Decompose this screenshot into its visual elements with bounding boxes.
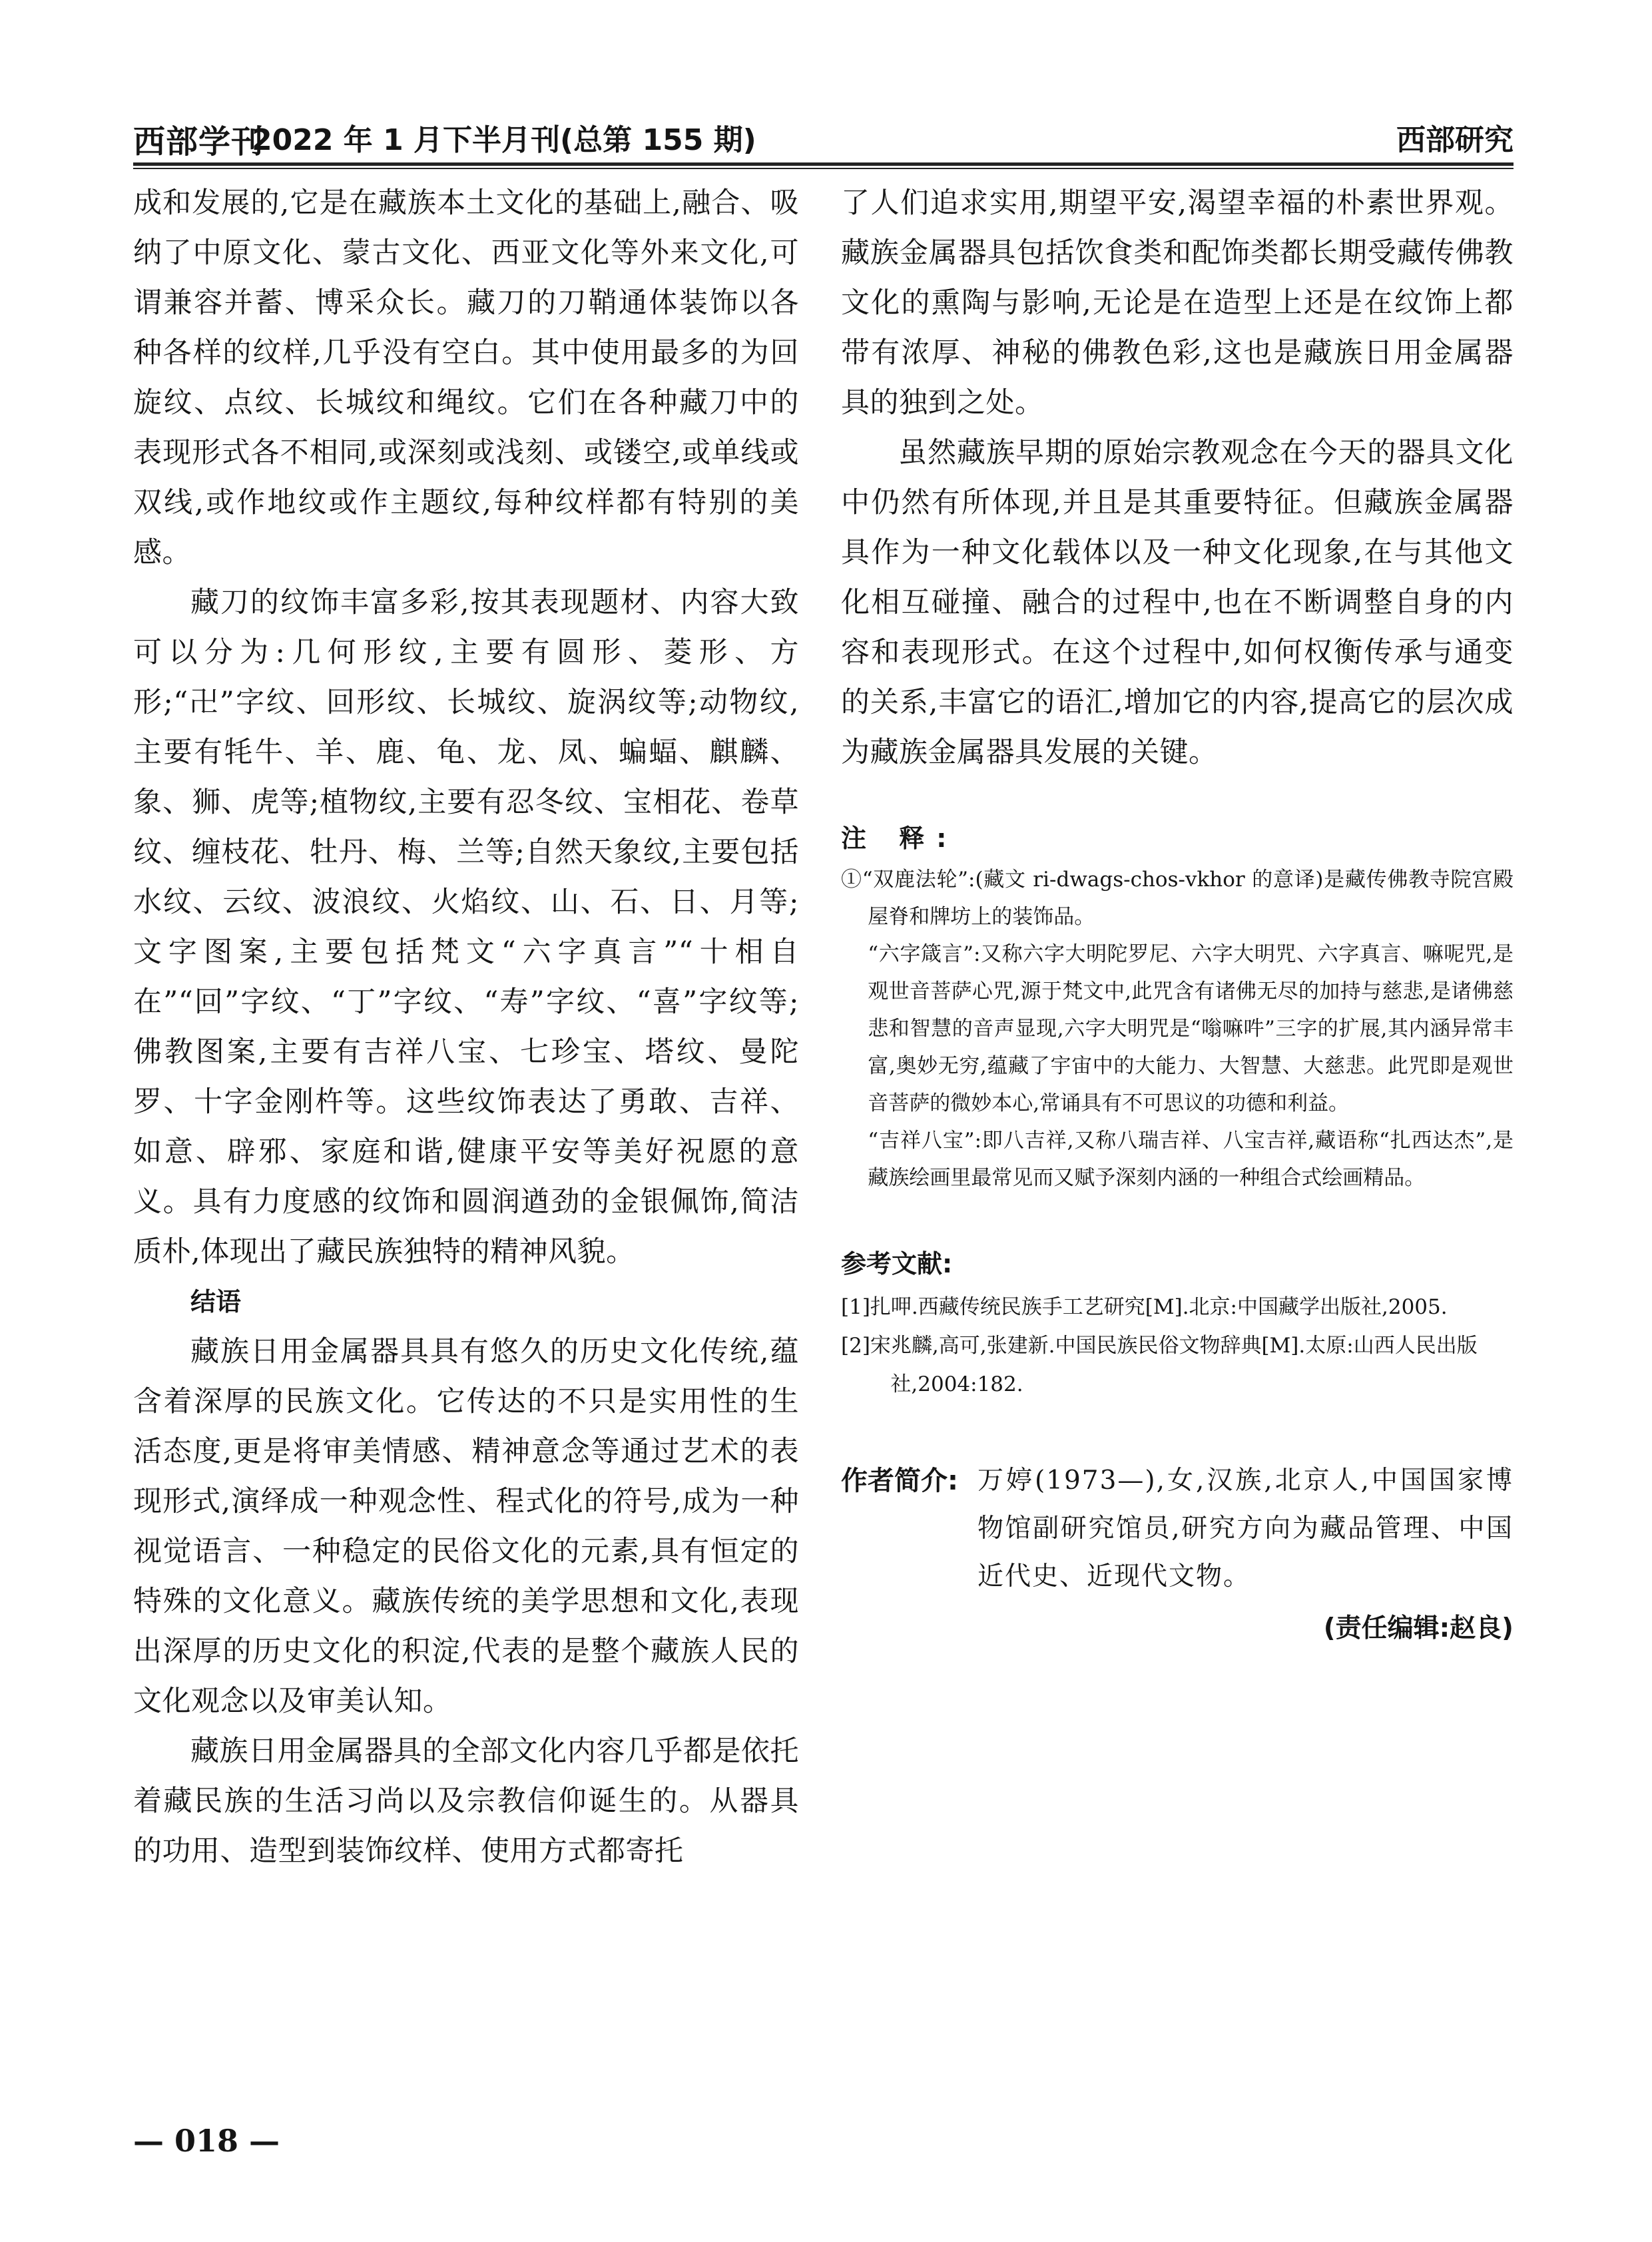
page-header — [133, 112, 1514, 158]
section-title: 西部研究 — [1396, 123, 1514, 157]
left-column — [133, 178, 799, 1876]
journal-title: 西部学刊 — [133, 123, 264, 160]
body-paragraph: 虽然藏族早期的原始宗教观念在今天的器具文化中仍然有所体现,并且是其重要特征。但藏族金属器具作为一种文化载体以及一种文化现象,在与其他文化相互碰撞、融合的过程中,也在不断调整自身的内容和表现形式。在这个过程中,如何权衡传承与通变的关系,丰富它的语汇,增加它的内容,提高它的层次成为藏族金属器具发展的关键。 — [841, 436, 1514, 769]
body-paragraph: 藏族日用金属器具的全部文化内容几乎都是依托着藏民族的生活习尚以及宗教信仰诞生的。从器具的功用、造型到装饰纹样、使用方式都寄托 — [133, 1735, 799, 1868]
reference-item: [1]扎呷.西藏传统民族手工艺研究[M].北京:中国藏学出版社,2005. — [841, 1295, 1448, 1319]
conclusion-heading: 结语 — [190, 1287, 242, 1316]
author-text: 万婷(1973—),女,汉族,北京人,中国国家博物馆副研究馆员,研究方向为藏品管理、中国近代史、近现代文物。 — [977, 1466, 1514, 1591]
header-rule-thin — [133, 168, 1514, 169]
right-column — [841, 178, 1514, 1645]
header-rule-thick — [133, 162, 1514, 166]
body-paragraph: 了人们追求实用,期望平安,渴望幸福的朴素世界观。藏族金属器具包括饮食类和配饰类都长期受藏传佛教文化的熏陶与影响,无论是在造型上还是在纹饰上都带有浓厚、神秘的佛教色彩,这也是藏族日用金属器具的独到之处。 — [841, 186, 1514, 420]
page-number: — 018 — — [133, 2123, 280, 2159]
note-item: “六字箴言”:又称六字大明陀罗尼、六字大明咒、六字真言、嘛呢咒,是观世音菩萨心咒,源于梵文中,此咒含有诸佛无尽的加持与慈悲,是诸佛慈悲和智慧的音声显现,六字大明咒是“嗡嘛吽”三字的扩展,其内涵异常丰富,奥妙无穷,蕴藏了宇宙中的大能力、大智慧、大慈悲。此咒即是观世音菩萨的微妙本心,常诵具有不可思议的功德和利益。 — [868, 942, 1514, 1115]
reference-item: [2]宋兆麟,高可,张建新.中国民族民俗文物辞典[M].太原:山西人民出版社,2004:182. — [841, 1334, 1478, 1396]
body-paragraph: 藏刀的纹饰丰富多彩,按其表现题材、内容大致可以分为:几何形纹,主要有圆形、菱形、方形;“卍”字纹、回形纹、长城纹、旋涡纹等;动物纹,主要有牦牛、羊、鹿、龟、龙、凤、蝙蝠、麒麟、象、狮、虎等;植物纹,主要有忍冬纹、宝相花、卷草纹、缠枝花、牡丹、梅、兰等;自然天象纹,主要包括水纹、云纹、波浪纹、火焰纹、山、石、日、月等;文字图案,主要包括梵文“六字真言”“十相自在”“回”字纹、“丁”字纹、“寿”字纹、“喜”字纹等;佛教图案,主要有吉祥八宝、七珍宝、塔纹、曼陀罗、十字金刚杵等。这些纹饰表达了勇敢、吉祥、如意、辟邪、家庭和谐,健康平安等美好祝愿的意义。具有力度感的纹饰和圆润遒劲的金银佩饰,简洁质朴,体现出了藏民族独特的精神风貌。 — [133, 586, 799, 1268]
author-bio — [841, 1457, 1514, 1601]
author-label: 作者简介: — [841, 1466, 958, 1496]
responsible-editor: (责任编辑:赵良) — [1323, 1613, 1514, 1643]
note-item: “吉祥八宝”:即八吉祥,又称八瑞吉祥、八宝吉祥,藏语称“扎西达杰”,是藏族绘画里最常见而又赋予深刻内涵的一种组合式绘画精品。 — [868, 1129, 1514, 1190]
references-heading: 参考文献: — [841, 1249, 953, 1278]
body-paragraph: 藏族日用金属器具具有悠久的历史文化传统,蕴含着深厚的民族文化。它传达的不只是实用性的生活态度,更是将审美情感、精神意念等通过艺术的表现形式,演绎成一种观念性、程式化的符号,成为一种视觉语言、一种稳定的民俗文化的元素,具有恒定的特殊的文化意义。藏族传统的美学思想和文化,表现出深厚的历史文化的积淀,代表的是整个藏族人民的文化观念以及审美认知。 — [133, 1335, 799, 1718]
issue-info: 2022 年 1 月下半月刊(总第 155 期) — [252, 123, 756, 157]
body-paragraph: 成和发展的,它是在藏族本土文化的基础上,融合、吸纳了中原文化、蒙古文化、西亚文化等外来文化,可谓兼容并蓄、博采众长。藏刀的刀鞘通体装饰以各种各样的纹样,几乎没有空白。其中使用最多的为回旋纹、点纹、长城纹和绳纹。它们在各种藏刀中的表现形式各不相同,或深刻或浅刻、或镂空,或单线或双线,或作地纹或作主题纹,每种纹样都有特别的美感。 — [133, 186, 799, 569]
note-item: ①“双鹿法轮”:(藏文 ri-dwags-chos-vkhor 的意译)是藏传佛教寺院宫殿屋脊和牌坊上的装饰品。 — [841, 868, 1514, 929]
notes-heading: 注 释: — [841, 824, 959, 853]
